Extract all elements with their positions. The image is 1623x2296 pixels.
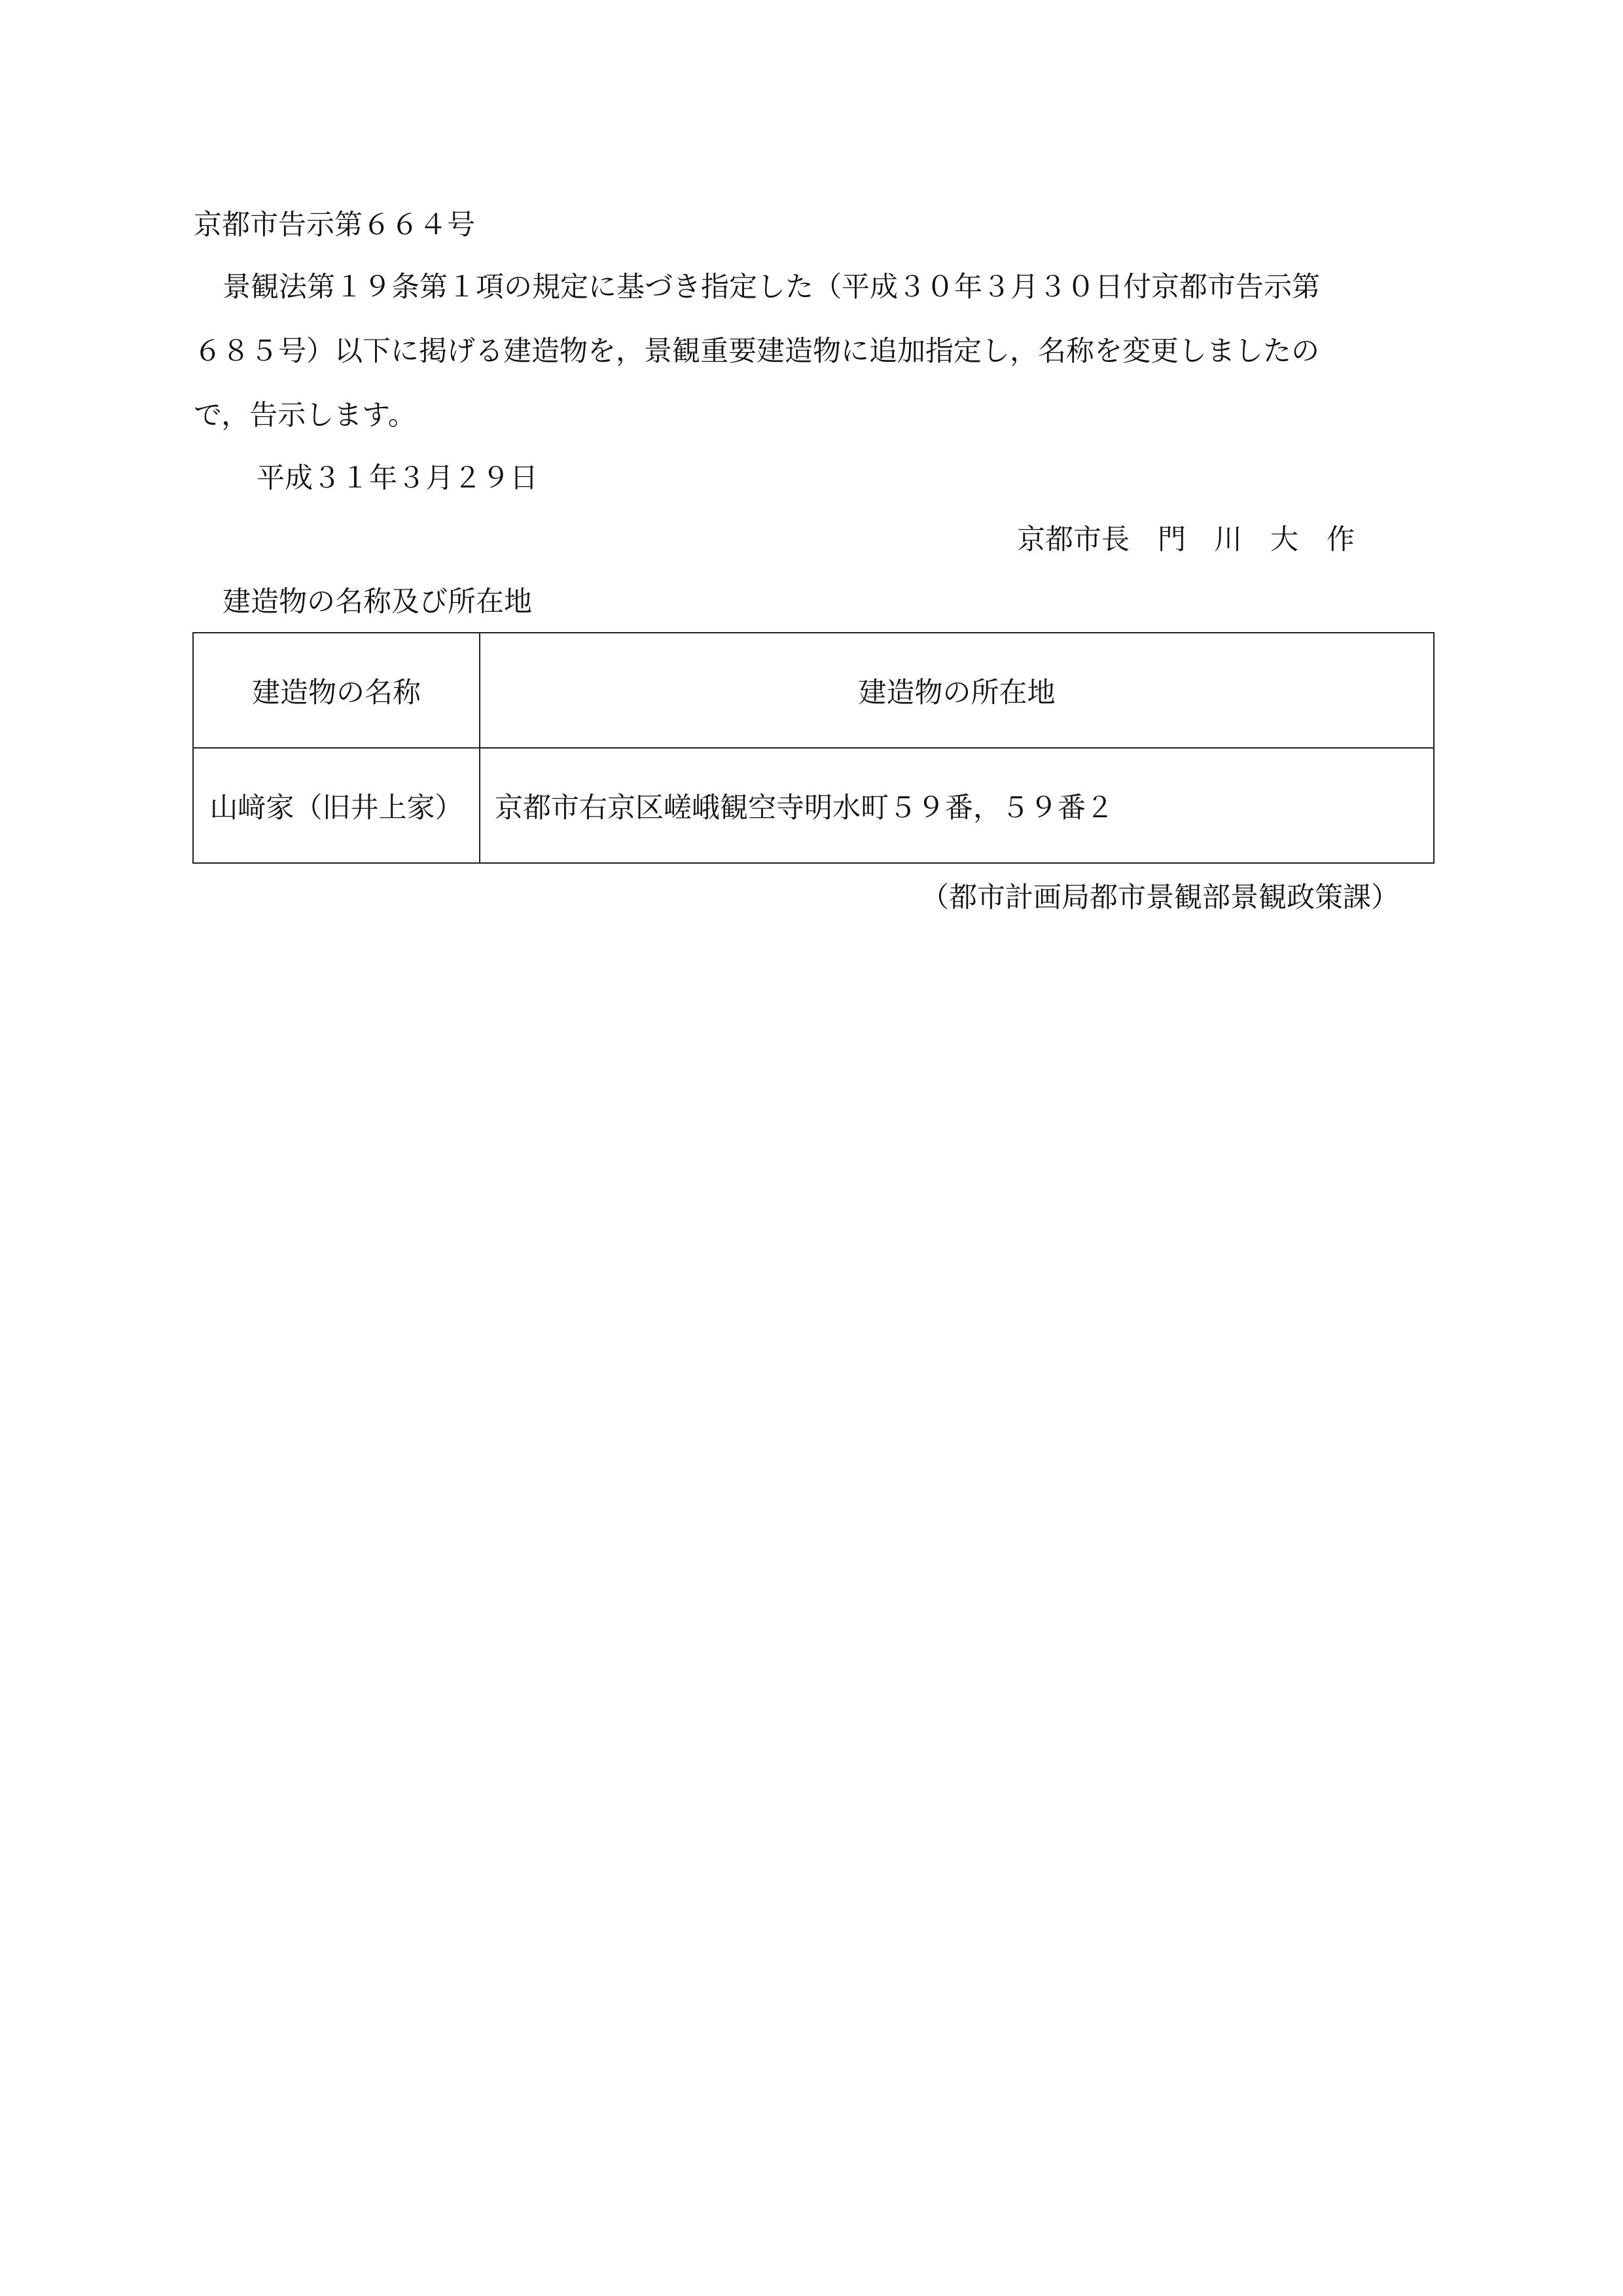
building-table [192, 632, 1435, 864]
building-location-cell: 京都市右京区嵯峨観空寺明水町５９番，５９番２ [480, 748, 1434, 863]
notice-body-line: ６８５号）以下に掲げる建造物を，景観重要建造物に追加指定し，名称を変更しましたの [194, 335, 1319, 368]
column-header-name: 建造物の名称 [193, 633, 480, 748]
notice-date: 平成３１年３月２９日 [257, 462, 538, 495]
department-note: （都市計画局都市景観部景観政策課） [921, 881, 1399, 914]
table-row [193, 748, 1434, 863]
notice-body-line: で，告示します。 [194, 399, 416, 432]
notice-body-line: 景観法第１９条第１項の規定に基づき指定した（平成３０年３月３０日付京都市告示第 [223, 271, 1320, 304]
building-name-cell: 山﨑家（旧井上家） [193, 748, 480, 863]
table-header-row [193, 633, 1434, 748]
table-caption: 建造物の名称及び所在地 [223, 586, 532, 618]
signatory: 京都市長 門 川 大 作 [1017, 523, 1355, 556]
column-header-location: 建造物の所在地 [480, 633, 1434, 748]
notice-number: 京都市告示第６６４号 [194, 209, 475, 241]
